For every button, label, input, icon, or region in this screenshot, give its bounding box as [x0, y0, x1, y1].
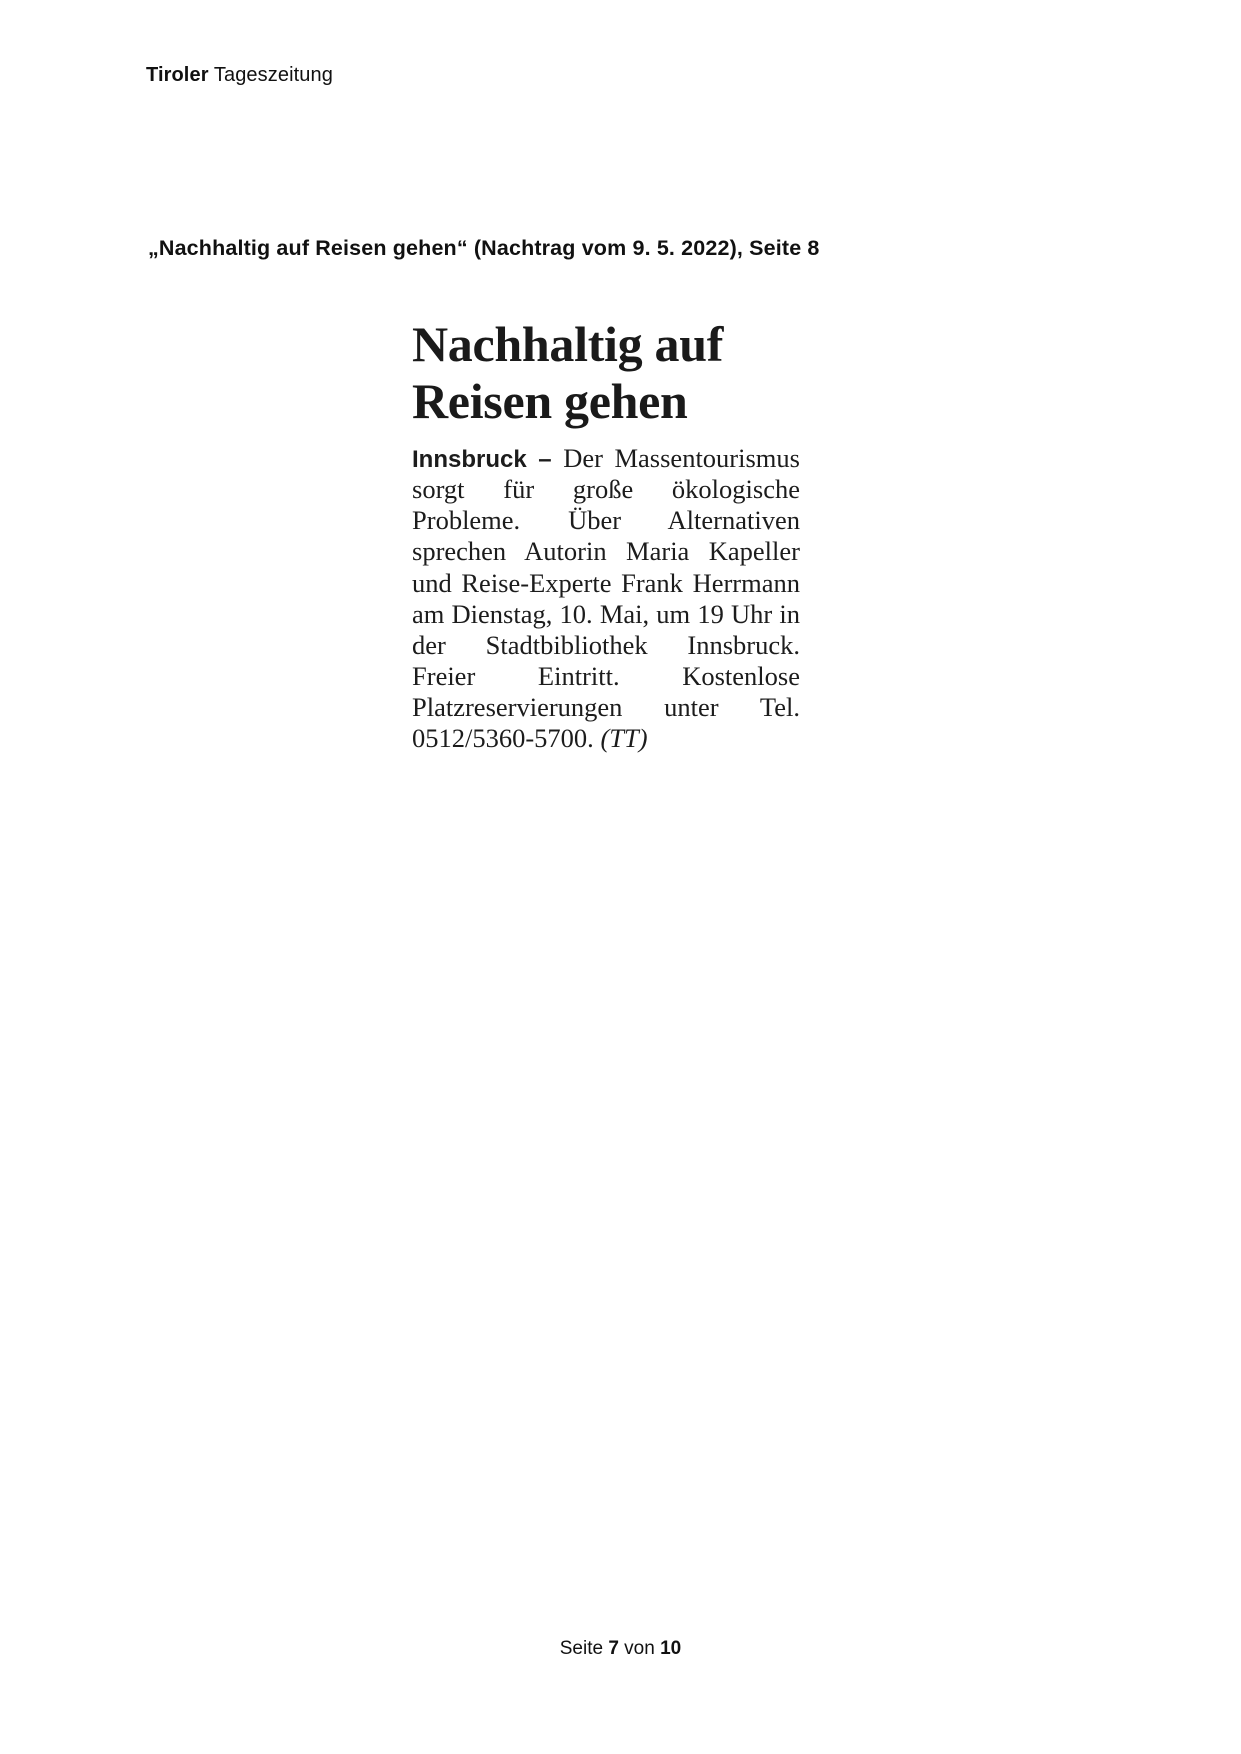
clipping-headline: [412, 316, 812, 429]
clipping-headline-line-2: Reisen gehen: [412, 372, 688, 429]
clipping-dateline: Innsbruck –: [412, 446, 552, 473]
footer-middle: von: [618, 1638, 661, 1659]
clipping-headline-line-1: Nachhaltig auf: [412, 316, 724, 372]
clipping-body: [412, 443, 800, 754]
newspaper-clipping: [412, 316, 812, 754]
masthead-brand-bold: Tiroler: [146, 64, 209, 86]
footer-total-pages: 10: [660, 1638, 682, 1659]
clipping-source: (TT): [600, 723, 648, 754]
footer-current-page: 7: [608, 1638, 619, 1659]
masthead-brand-light: Tageszeitung: [213, 64, 333, 86]
footer-prefix: Seite: [559, 1638, 609, 1659]
publication-masthead: [146, 64, 333, 87]
page-footer: [0, 1638, 1241, 1660]
article-caption: „Nachhaltig auf Reisen gehen“ (Nachtrag vom 9. 5. 2022), Seite 8: [148, 236, 820, 260]
clipping-body-text: Der Massentourismus sorgt für große ökologische Probleme. Über Alternativen sprechen Autorin Maria Kapeller und Reise-Experte Frank Herrmann am Dienstag, 10. Mai, um 19 Uhr in der Stadtbibliothek Innsbruck. Freier Eintritt. Kostenlose Platzreservierungen unter Tel. 0512/5360-5700.: [412, 443, 800, 754]
